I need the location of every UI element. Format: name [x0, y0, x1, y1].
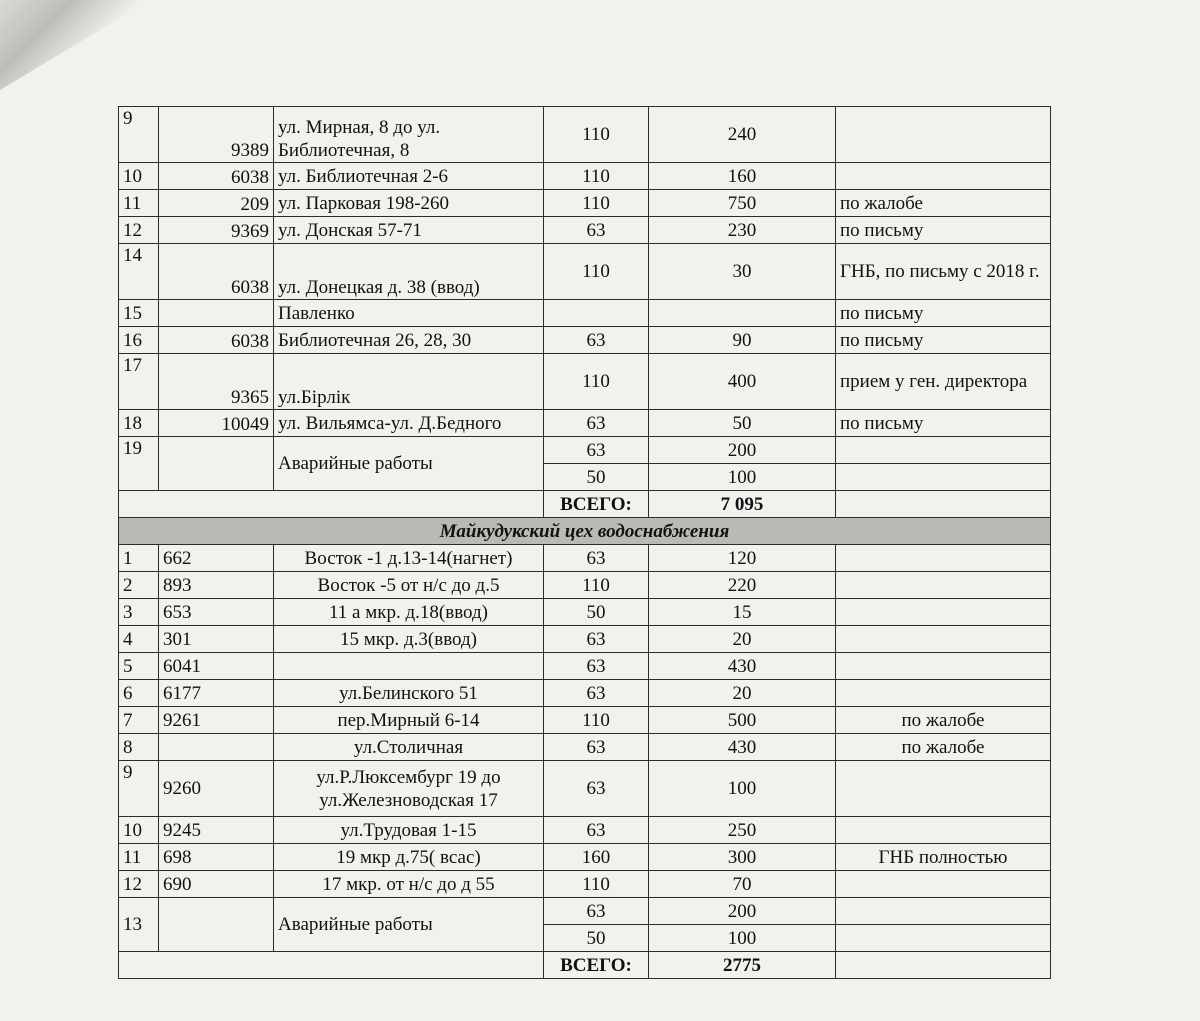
diameter-cell: 110 [544, 572, 649, 599]
works-table [118, 106, 1051, 979]
note-cell [836, 898, 1051, 925]
diameter-cell: 63 [544, 327, 649, 354]
length-cell: 230 [649, 217, 836, 244]
diameter-cell: 110 [544, 190, 649, 217]
table-row [119, 217, 1051, 244]
row-number-cell: 4 [119, 626, 159, 653]
address-cell [274, 653, 544, 680]
table-row [119, 626, 1051, 653]
code-cell [159, 437, 274, 491]
note-cell [836, 599, 1051, 626]
row-number-cell: 10 [119, 817, 159, 844]
code-cell [159, 898, 274, 952]
code-cell: 6177 [159, 680, 274, 707]
code-cell: 6038 [159, 163, 274, 190]
note-cell [836, 107, 1051, 163]
table-row [119, 898, 1051, 925]
note-cell [836, 817, 1051, 844]
table-row [119, 410, 1051, 437]
diameter-cell: 63 [544, 217, 649, 244]
section-title: Майкудукский цех водоснабжения [119, 518, 1051, 545]
row-number-cell: 6 [119, 680, 159, 707]
note-cell: по жалобе [836, 190, 1051, 217]
code-cell: 9365 [159, 354, 274, 410]
diameter-cell: 110 [544, 707, 649, 734]
note-cell [836, 761, 1051, 817]
note-cell [836, 871, 1051, 898]
note-cell: по жалобе [836, 707, 1051, 734]
address-cell: ул.Белинского 51 [274, 680, 544, 707]
code-cell: 6038 [159, 244, 274, 300]
row-number-cell: 15 [119, 300, 159, 327]
code-cell: 893 [159, 572, 274, 599]
length-cell: 250 [649, 817, 836, 844]
table-row [119, 107, 1051, 163]
total-label: ВСЕГО: [544, 952, 649, 979]
address-cell: ул. Парковая 198-260 [274, 190, 544, 217]
table-row [119, 327, 1051, 354]
table-row [119, 244, 1051, 300]
note-cell [836, 952, 1051, 979]
table-row [119, 354, 1051, 410]
address-cell: Павленко [274, 300, 544, 327]
address-cell: ул.Столичная [274, 734, 544, 761]
table-row [119, 300, 1051, 327]
row-number-cell: 18 [119, 410, 159, 437]
address-cell: Библиотечная 26, 28, 30 [274, 327, 544, 354]
code-cell: 690 [159, 871, 274, 898]
code-cell: 662 [159, 545, 274, 572]
length-cell: 50 [649, 410, 836, 437]
code-cell: 6041 [159, 653, 274, 680]
address-cell: ул.Бірлік [274, 354, 544, 410]
diameter-cell: 63 [544, 898, 649, 925]
address-cell: пер.Мирный 6-14 [274, 707, 544, 734]
diameter-cell: 110 [544, 354, 649, 410]
length-cell: 430 [649, 734, 836, 761]
row-number-cell: 3 [119, 599, 159, 626]
row-number-cell: 17 [119, 354, 159, 410]
code-cell [159, 734, 274, 761]
row-number-cell: 5 [119, 653, 159, 680]
table-row [119, 163, 1051, 190]
row-number-cell: 11 [119, 190, 159, 217]
note-cell [836, 464, 1051, 491]
note-cell [836, 925, 1051, 952]
code-cell: 9389 [159, 107, 274, 163]
length-cell: 20 [649, 680, 836, 707]
note-cell: по письму [836, 217, 1051, 244]
row-number-cell: 8 [119, 734, 159, 761]
code-cell: 9260 [159, 761, 274, 817]
diameter-cell: 110 [544, 244, 649, 300]
length-cell: 160 [649, 163, 836, 190]
table-row [119, 599, 1051, 626]
length-cell: 400 [649, 354, 836, 410]
note-cell [836, 680, 1051, 707]
table-row [119, 437, 1051, 464]
table-row [119, 653, 1051, 680]
length-cell: 90 [649, 327, 836, 354]
note-cell [836, 491, 1051, 518]
table-section-2 [119, 545, 1051, 979]
address-cell: ул. Донецкая д. 38 (ввод) [274, 244, 544, 300]
table-row [119, 572, 1051, 599]
row-number-cell: 1 [119, 545, 159, 572]
address-cell: 19 мкр д.75( всас) [274, 844, 544, 871]
length-cell: 70 [649, 871, 836, 898]
row-number-cell: 10 [119, 163, 159, 190]
note-cell: по письму [836, 410, 1051, 437]
row-number-cell: 9 [119, 107, 159, 163]
length-cell: 15 [649, 599, 836, 626]
table-row [119, 190, 1051, 217]
table-row [119, 844, 1051, 871]
code-cell: 653 [159, 599, 274, 626]
table-row [119, 680, 1051, 707]
address-cell: Восток -1 д.13-14(нагнет) [274, 545, 544, 572]
table-row [119, 761, 1051, 817]
diameter-cell: 63 [544, 680, 649, 707]
length-cell: 750 [649, 190, 836, 217]
code-cell [159, 300, 274, 327]
table-row [119, 817, 1051, 844]
row-number-cell: 12 [119, 217, 159, 244]
note-cell [836, 572, 1051, 599]
note-cell [836, 163, 1051, 190]
document-sheet [118, 106, 1050, 979]
length-cell: 220 [649, 572, 836, 599]
code-cell: 9245 [159, 817, 274, 844]
code-cell: 9261 [159, 707, 274, 734]
note-cell: по письму [836, 327, 1051, 354]
table-row [119, 545, 1051, 572]
length-cell: 200 [649, 437, 836, 464]
length-cell [649, 300, 836, 327]
note-cell: ГНБ, по письму с 2018 г. [836, 244, 1051, 300]
diameter-cell: 63 [544, 761, 649, 817]
length-cell: 100 [649, 464, 836, 491]
section-header [119, 518, 1051, 545]
address-cell: ул. Донская 57-71 [274, 217, 544, 244]
length-cell: 20 [649, 626, 836, 653]
total-row [119, 952, 1051, 979]
diameter-cell: 63 [544, 626, 649, 653]
note-cell [836, 545, 1051, 572]
table-row [119, 871, 1051, 898]
length-cell: 500 [649, 707, 836, 734]
row-number-cell: 7 [119, 707, 159, 734]
code-cell: 301 [159, 626, 274, 653]
diameter-cell: 63 [544, 545, 649, 572]
code-cell: 698 [159, 844, 274, 871]
diameter-cell: 110 [544, 163, 649, 190]
diameter-cell: 50 [544, 599, 649, 626]
address-cell: Восток -5 от н/с до д.5 [274, 572, 544, 599]
diameter-cell: 50 [544, 925, 649, 952]
row-number-cell: 11 [119, 844, 159, 871]
diameter-cell: 63 [544, 817, 649, 844]
row-number-cell: 12 [119, 871, 159, 898]
code-cell: 9369 [159, 217, 274, 244]
row-number-cell: 13 [119, 898, 159, 952]
address-cell: ул. Библиотечная 2-6 [274, 163, 544, 190]
diameter-cell: 63 [544, 437, 649, 464]
code-cell: 10049 [159, 410, 274, 437]
address-cell: 11 а мкр. д.18(ввод) [274, 599, 544, 626]
length-cell: 120 [649, 545, 836, 572]
diameter-cell: 63 [544, 734, 649, 761]
total-value: 2775 [649, 952, 836, 979]
total-row [119, 491, 1051, 518]
address-cell: ул. Мирная, 8 до ул. Библиотечная, 8 [274, 107, 544, 163]
diameter-cell: 110 [544, 107, 649, 163]
table-row [119, 734, 1051, 761]
total-spacer [119, 952, 544, 979]
total-spacer [119, 491, 544, 518]
diameter-cell: 50 [544, 464, 649, 491]
address-cell: 15 мкр. д.3(ввод) [274, 626, 544, 653]
note-cell [836, 653, 1051, 680]
diameter-cell: 63 [544, 410, 649, 437]
address-cell: ул. Вильямса-ул. Д.Бедного [274, 410, 544, 437]
length-cell: 300 [649, 844, 836, 871]
table-section-1 [119, 107, 1051, 518]
length-cell: 430 [649, 653, 836, 680]
note-cell: по письму [836, 300, 1051, 327]
note-cell: прием у ген. директора [836, 354, 1051, 410]
row-number-cell: 16 [119, 327, 159, 354]
length-cell: 100 [649, 925, 836, 952]
note-cell [836, 437, 1051, 464]
diameter-cell: 110 [544, 871, 649, 898]
row-number-cell: 9 [119, 761, 159, 817]
note-cell: ГНБ полностью [836, 844, 1051, 871]
emergency-label: Аварийные работы [274, 898, 544, 952]
code-cell: 6038 [159, 327, 274, 354]
page-corner-fold [0, 0, 150, 90]
diameter-cell: 160 [544, 844, 649, 871]
length-cell: 240 [649, 107, 836, 163]
diameter-cell: 63 [544, 653, 649, 680]
table-row [119, 707, 1051, 734]
length-cell: 100 [649, 761, 836, 817]
emergency-label: Аварийные работы [274, 437, 544, 491]
row-number-cell: 14 [119, 244, 159, 300]
note-cell: по жалобе [836, 734, 1051, 761]
address-cell: ул.Р.Люксембург 19 до ул.Железноводская 17 [274, 761, 544, 817]
address-cell: ул.Трудовая 1-15 [274, 817, 544, 844]
code-cell: 209 [159, 190, 274, 217]
row-number-cell: 19 [119, 437, 159, 491]
address-cell: 17 мкр. от н/с до д 55 [274, 871, 544, 898]
diameter-cell [544, 300, 649, 327]
note-cell [836, 626, 1051, 653]
length-cell: 200 [649, 898, 836, 925]
total-label: ВСЕГО: [544, 491, 649, 518]
row-number-cell: 2 [119, 572, 159, 599]
total-value: 7 095 [649, 491, 836, 518]
length-cell: 30 [649, 244, 836, 300]
